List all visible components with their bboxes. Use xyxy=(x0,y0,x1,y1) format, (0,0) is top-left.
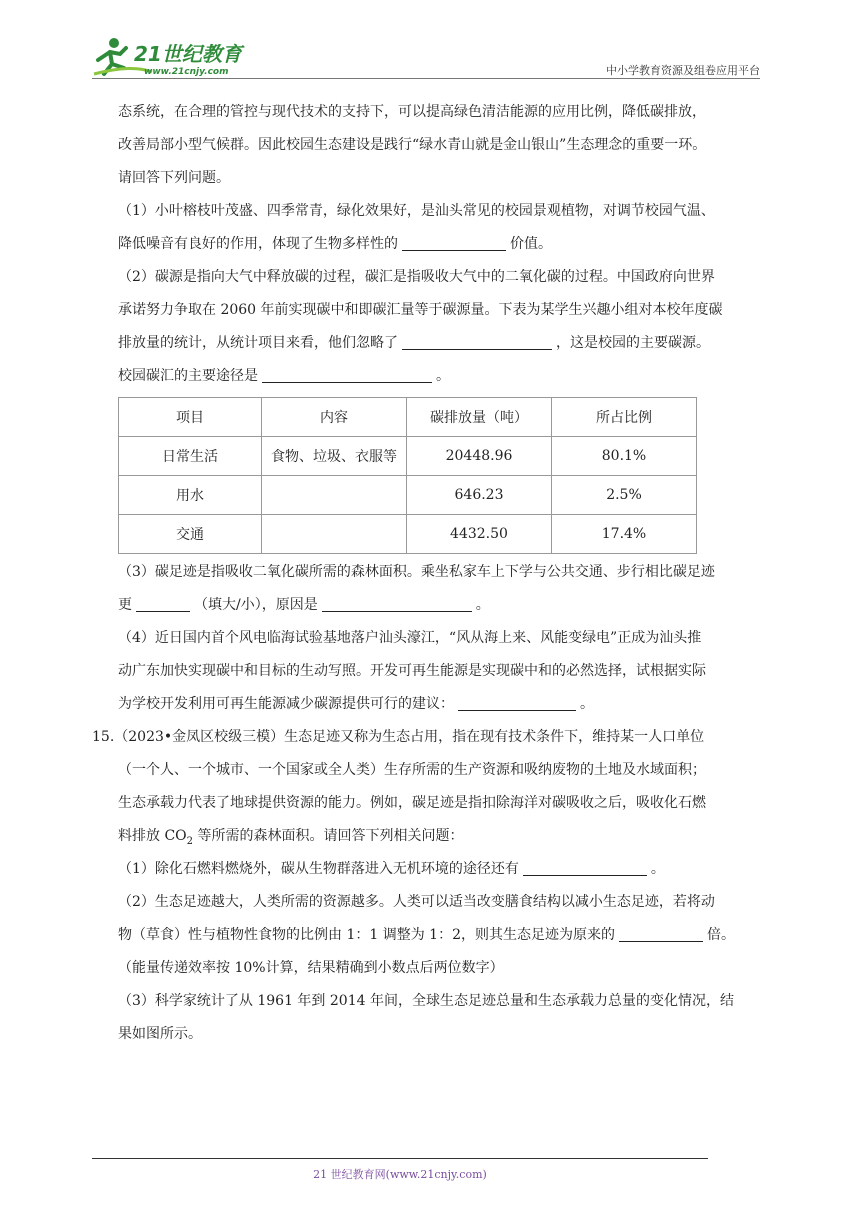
q14-2-text-d: 。 xyxy=(436,368,450,384)
q14-1-text-end: 价值。 xyxy=(510,236,552,252)
table-row xyxy=(119,437,697,476)
q14-2-line-2: 承诺努力争取在 2060 年前实现碳中和即碳汇量等于碳源量。下表为某学生兴趣小组对本校年度碳 xyxy=(118,302,723,318)
table-cell: 646.23 xyxy=(407,476,552,515)
answer-blank-suggestion[interactable] xyxy=(458,692,576,711)
table-row xyxy=(119,476,697,515)
table-header-row xyxy=(119,398,697,437)
table-cell: 2.5% xyxy=(552,476,697,515)
q15-text-1: （2023•金凤区校级三模）生态足迹又称为生态占用，指在现有技术条件下，维持某一人口单位 xyxy=(114,729,705,745)
answer-blank-carbon-sink[interactable] xyxy=(262,364,432,383)
q15-line-2: （一个人、一个城市、一个国家或全人类）生存所需的生产资源和吸纳废物的土地及水域面积； xyxy=(118,762,706,778)
answer-blank-carbon-source[interactable] xyxy=(402,331,552,350)
table-cell: 17.4% xyxy=(552,515,697,554)
q14-3-text-b: （填大/小），原因是 xyxy=(194,597,318,613)
table-cell: 20448.96 xyxy=(407,437,552,476)
q14-3-text-c: 。 xyxy=(475,597,490,613)
q15-1-text: （1）除化石燃料燃烧外，碳从生物群落进入无机环境的途径还有 xyxy=(118,861,519,877)
q14-2-line-4 xyxy=(118,360,768,393)
header-divider xyxy=(92,78,760,79)
q15-1-text-end: 。 xyxy=(650,861,665,877)
q14-4-line-3 xyxy=(118,688,768,721)
table-header-cell: 内容 xyxy=(262,398,407,437)
q14-2-line-3 xyxy=(118,327,768,360)
logo-21cnjy xyxy=(92,34,262,78)
table-header-cell: 碳排放量（吨） xyxy=(407,398,552,437)
q15-line-1 xyxy=(92,721,768,754)
q15-2-line-1: （2）生态足迹越大，人类所需的资源越多。人类可以适当改变膳食结构以减小生态足迹，若将动 xyxy=(118,894,715,910)
q15-2-line-3: （能量传递效率按 10%计算，结果精确到小数点后两位数字） xyxy=(118,960,504,976)
page-footer: 21 世纪教育网(www.21cnjy.com) xyxy=(313,1168,487,1181)
q15-2-line-2 xyxy=(118,919,768,952)
intro-line-2: 改善局部小型气候群。因此校园生态建设是践行“绿水青山就是金山银山”生态理念的重要一环。 xyxy=(118,137,707,153)
document-body xyxy=(92,96,768,1051)
intro-line-1: 态系统，在合理的管控与现代技术的支持下，可以提高绿色清洁能源的应用比例，降低碳排放， xyxy=(118,104,706,120)
answer-blank-value[interactable] xyxy=(402,232,506,251)
carbon-emission-table xyxy=(118,397,697,554)
q15-2-text-end: 倍。 xyxy=(706,927,735,943)
q14-1-text: 降低噪音有良好的作用，体现了生物多样性的 xyxy=(118,236,398,252)
intro-line-3: 请回答下列问题。 xyxy=(118,170,230,186)
q14-2-text-a: 排放量的统计，从统计项目来看，他们忽略了 xyxy=(118,335,398,351)
q15-3-line-1: （3）科学家统计了从 1961 年到 2014 年间，全球生态足迹总量和生态承载力总量的变化情况，结 xyxy=(118,993,734,1009)
answer-blank-multiple[interactable] xyxy=(619,923,703,942)
q14-2-text-c: 校园碳汇的主要途径是 xyxy=(118,368,258,384)
table-cell: 日常生活 xyxy=(119,437,262,476)
platform-name: 中小学教育资源及组卷应用平台 xyxy=(606,64,760,77)
logo-url: www.21cnjy.com xyxy=(144,67,229,77)
table-cell: 交通 xyxy=(119,515,262,554)
q15-1-line xyxy=(118,853,768,886)
q14-1-line-1: （1）小叶榕枝叶茂盛、四季常青，绿化效果好，是汕头常见的校园景观植物，对调节校园气温、 xyxy=(118,203,715,219)
q15-line-3: 生态承载力代表了地球提供资源的能力。例如，碳足迹是指扣除海洋对碳吸收之后，吸收化石燃 xyxy=(118,795,706,811)
q15-3-line-2: 果如图所示。 xyxy=(118,1026,202,1042)
q15-text-4a: 料排放 CO xyxy=(118,828,187,844)
q14-1-line-2 xyxy=(118,228,768,261)
q14-4-line-1: （4）近日国内首个风电临海试验基地落户汕头濠江，“风从海上来、风能变绿电”正成为汕头推 xyxy=(118,630,702,646)
logo-text: 21世纪教育 xyxy=(134,42,242,66)
q14-3-line-1: （3）碳足迹是指吸收二氧化碳所需的森林面积。乘坐私家车上下学与公共交通、步行相比碳足迹 xyxy=(118,564,715,580)
table-cell: 4432.50 xyxy=(407,515,552,554)
q14-2-text-b: ，这是校园的主要碳源。 xyxy=(556,335,710,351)
q14-2-line-1: （2）碳源是指向大气中释放碳的过程，碳汇是指吸收大气中的二氧化碳的过程。中国政府向世界 xyxy=(118,269,715,285)
answer-blank-size[interactable] xyxy=(136,593,190,612)
question-number: 15. xyxy=(92,729,115,745)
q15-line-4 xyxy=(118,820,768,853)
q14-4-text-a: 为学校开发利用可再生能源减少碳源提供可行的建议： xyxy=(118,696,454,712)
table-cell xyxy=(262,515,407,554)
table-header-cell: 所占比例 xyxy=(552,398,697,437)
co2-subscript: 2 xyxy=(186,835,194,847)
q15-2-text: 物（草食）性与植物性食物的比例由 1：1 调整为 1：2，则其生态足迹为原来的 xyxy=(118,927,615,943)
table-header-cell: 项目 xyxy=(119,398,262,437)
table-cell xyxy=(262,476,407,515)
q14-4-line-2: 动广东加快实现碳中和目标的生动写照。开发可再生能源是实现碳中和的必然选择，试根据实际 xyxy=(118,663,706,679)
table-row xyxy=(119,515,697,554)
footer-divider xyxy=(92,1158,708,1159)
q14-3-line-2 xyxy=(118,589,768,622)
q15-text-4b: 等所需的森林面积。请回答下列相关问题： xyxy=(193,828,464,844)
answer-blank-pathway[interactable] xyxy=(523,857,647,876)
page-header xyxy=(92,34,760,80)
table-cell: 80.1% xyxy=(552,437,697,476)
q14-3-text-a: 更 xyxy=(118,597,132,613)
table-cell: 用水 xyxy=(119,476,262,515)
q14-4-text-b: 。 xyxy=(580,696,594,712)
answer-blank-reason[interactable] xyxy=(322,593,472,612)
table-cell: 食物、垃圾、衣服等 xyxy=(262,437,407,476)
